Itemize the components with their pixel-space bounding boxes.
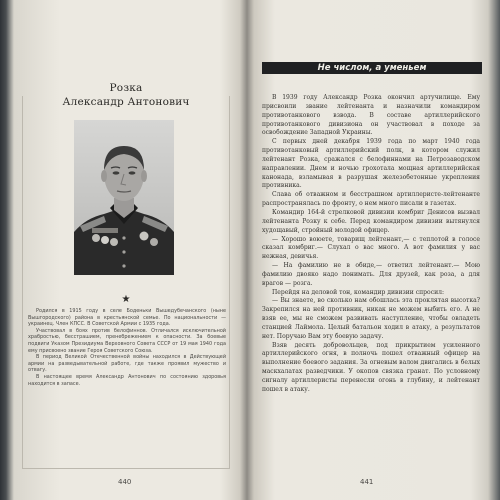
bio-paragraph: В период Великой Отечественной войны находился в Действующей армии на разведывательной работе, где также проявил мужество и отвагу. [28, 354, 226, 374]
hero-surname: Розка [109, 82, 143, 94]
body-paragraph: Взяв десять добровольцев, под прикрытием усиленного артиллерийского огня, в полночь пошел отважный офицер на выполнение боевого задания. За огневым валом двигались в белых маскхалатах разведчики. У окопов связка гранат. По условному сигналу артиллеристы перенесли огонь в глубину, и лейтенант пошел в атаку. [262, 341, 480, 393]
page-number-right: 441 [360, 478, 374, 486]
hero-portrait-photo [74, 120, 174, 275]
chapter-title: Не числом, а уменьем [262, 62, 482, 74]
bio-paragraph: Участвовал в боях против белофиннов. Отличался исключительной храбростью, бесстрашием, пренебрежением к опасности. За боевые подвиги Указом Президиума Верховного Совета СССР от 19 мая 1940 года ему присвоено звание Героя Советского Союза. [28, 327, 226, 354]
body-paragraph: Перейдя на деловой тон, командир дивизии спросил: [272, 288, 444, 296]
chapter-body [262, 94, 480, 395]
bio-paragraph: Родился в 1915 году в селе Боденьки Вышедубечанского (ныне Вышгородского) района в крестьянской семье. По национальности — украинец. Член КПСС. В Советской Армии с 1935 года. [28, 308, 226, 328]
body-paragraph: Командир 164-й стрелковой дивизии комбриг Денисов вызвал лейтенанта Розку к себе. Перед командиром дивизии вытянулся худощавый, стройный молодой офицер. [262, 208, 480, 234]
body-paragraph: В 1939 году Александр Розка окончил артучилище. Ему присвоили звание лейтенанта и назначили командиром противотанкового взвода. В составе артиллерийского противотанкового дивизиона он участвовал в походе за освобождение Западной Украины. [262, 94, 480, 137]
page-number-left: 440 [118, 478, 132, 486]
hero-full-name: Александр Антонович [62, 96, 190, 108]
portrait-illustration [74, 120, 174, 275]
bio-paragraph: В настоящее время Александр Антонович по состоянию здоровья находится в запасе. [28, 373, 226, 387]
hero-biography [28, 308, 226, 387]
hero-star-icon: ★ [121, 294, 131, 305]
body-paragraph: — На фамилию не в обиде,— ответил лейтенант.— Мою фамилию двояко надо понимать. Для друзей, как роза, а для врагов — розга. [262, 262, 480, 287]
right-page [254, 0, 486, 500]
left-page [10, 0, 242, 500]
body-paragraph: Слава об отважном и бесстрашном артиллеристе-лейтенанте распространялась по фронту, о нем много писали в газетах. [262, 191, 480, 208]
body-paragraph: С первых дней декабря 1939 года по март 1940 года противотанковый артиллерийский полк, в котором служил лейтенант Розка, сражался с белофиннами на Петрозаводском направлении. Днем и ночью грохотала мощная артиллерийская канонада, взламывая в разрушая железобетонные укрепления противника. [262, 138, 480, 190]
body-paragraph: — Вы знаете, во сколько нам обошлась эта проклятая высотка? Закрепился на ней противник, никак не можем выбить его. А не взяв ее, мы не сможем развивать наступление, чтобы овладеть станцией Лаймола. Целый батальон ходил в атаку, а результатов нет. Поручаю Вам эту боевую задачу. [262, 297, 480, 340]
body-paragraph: — Хорошо воюете, товарищ лейтенант,— с теплотой в голосе сказал комбриг.— Слухал о вас много. А вот фамилия у вас нежная, девичья. [262, 235, 480, 261]
